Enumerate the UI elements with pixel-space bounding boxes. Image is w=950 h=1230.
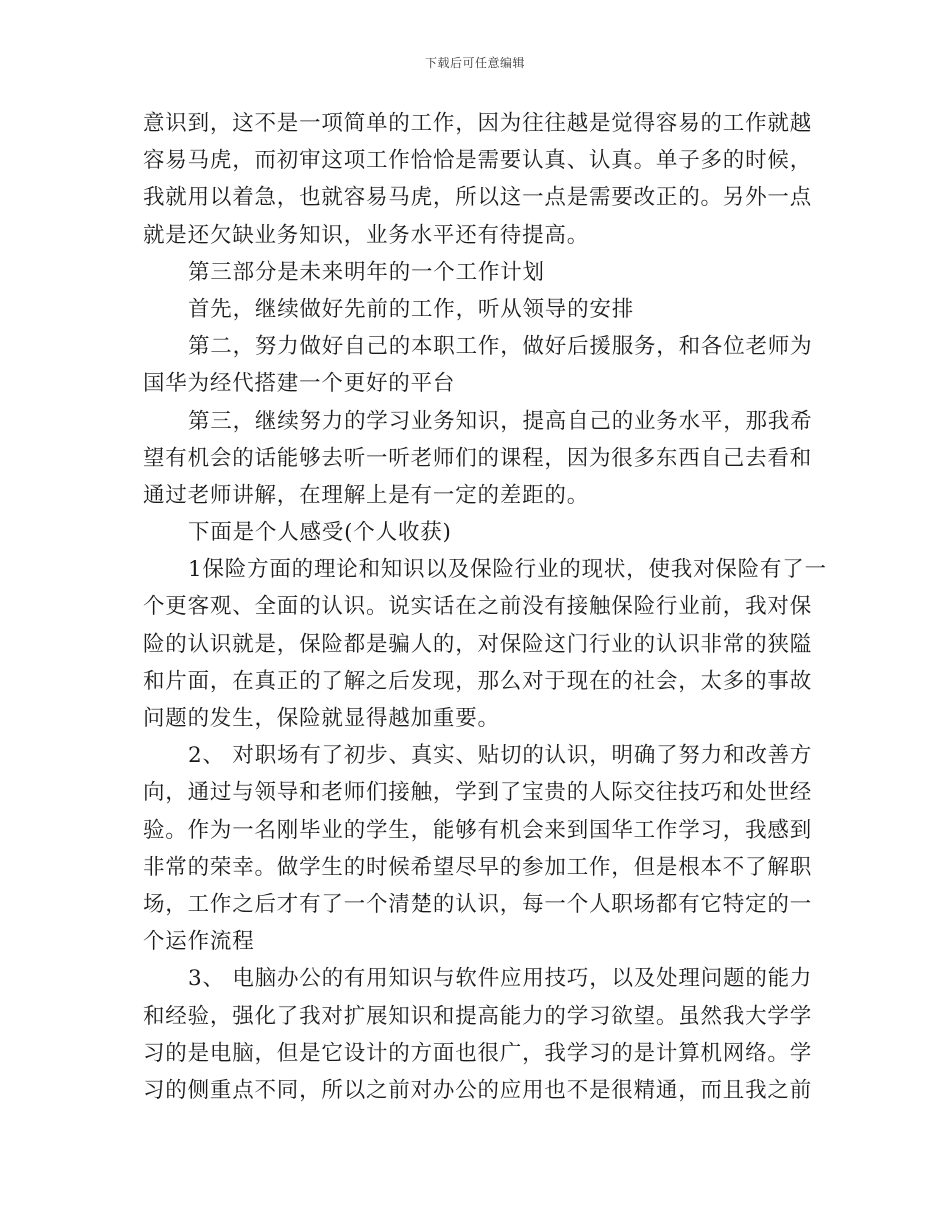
text-line: 第三，继续努力的学习业务知识，提高自己的业务水平，那我希 — [188, 408, 813, 434]
text-line: 就是还欠缺业务知识，业务水平还有待提高。 — [143, 222, 590, 248]
text-line: 意识到，这不是一项简单的工作，因为往往越是觉得容易的工作就越 — [143, 111, 813, 136]
text-line: 2、 对职场有了初步、真实、贴切的认识，明确了努力和改善方 — [188, 743, 813, 769]
text-line: 1保险方面的理论和知识以及保险行业的现状，使我对保险有了一 — [188, 557, 827, 583]
text-line: 望有机会的话能够去听一听老师们的课程，因为很多东西自己去看和 — [143, 445, 813, 471]
text-line: 验。作为一名刚毕业的学生，能够有机会来到国华工作学习，我感到 — [143, 817, 813, 843]
text-line: 个运作流程 — [143, 929, 255, 955]
text-line: 非常的荣幸。做学生的时候希望尽早的参加工作，但是根本不了解职 — [143, 854, 813, 880]
text-line: 通过老师讲解，在理解上是有一定的差距的。 — [143, 482, 590, 508]
text-line: 国华为经代搭建一个更好的平台 — [143, 371, 456, 397]
text-line: 问题的发生，保险就显得越加重要。 — [143, 706, 500, 731]
text-line: 场，工作之后才有了一个清楚的认识，每一个人职场都有它特定的一 — [143, 891, 813, 917]
text-line: 第三部分是未来明年的一个工作计划 — [188, 259, 545, 285]
text-line: 容易马虎，而初审这项工作恰恰是需要认真、认真。单子多的时候， — [143, 148, 813, 174]
text-line: 第二，努力做好自己的本职工作，做好后援服务，和各位老师为 — [188, 334, 813, 360]
text-line: 险的认识就是，保险都是骗人的，对保险这门行业的认识非常的狭隘 — [143, 631, 813, 657]
text-line: 下面是个人感受(个人收获) — [188, 520, 452, 546]
text-line: 3、 电脑办公的有用知识与软件应用技巧，以及处理问题的能力 — [188, 966, 813, 992]
text-line: 首先，继续做好先前的工作，听从领导的安排 — [188, 296, 635, 322]
text-line: 我就用以着急，也就容易马虎，所以这一点是需要改正的。另外一点 — [143, 185, 813, 211]
text-line: 向，通过与领导和老师们接触，学到了宝贵的人际交往技巧和处世经 — [143, 780, 813, 806]
document-body — [143, 105, 827, 1109]
text-line: 习的是电脑，但是它设计的方面也很广，我学习的是计算机网络。学 — [143, 1040, 813, 1066]
text-line: 个更客观、全面的认识。说实话在之前没有接触保险行业前，我对保 — [143, 594, 813, 620]
text-line: 和片面，在真正的了解之后发现，那么对于现在的社会，太多的事故 — [143, 668, 813, 694]
page-header: 下载后可任意编辑 — [424, 56, 525, 70]
text-line: 习的侧重点不同，所以之前对办公的应用也不是很精通，而且我之前 — [143, 1077, 813, 1103]
text-line: 和经验，强化了我对扩展知识和提高能力的学习欲望。虽然我大学学 — [143, 1003, 813, 1029]
